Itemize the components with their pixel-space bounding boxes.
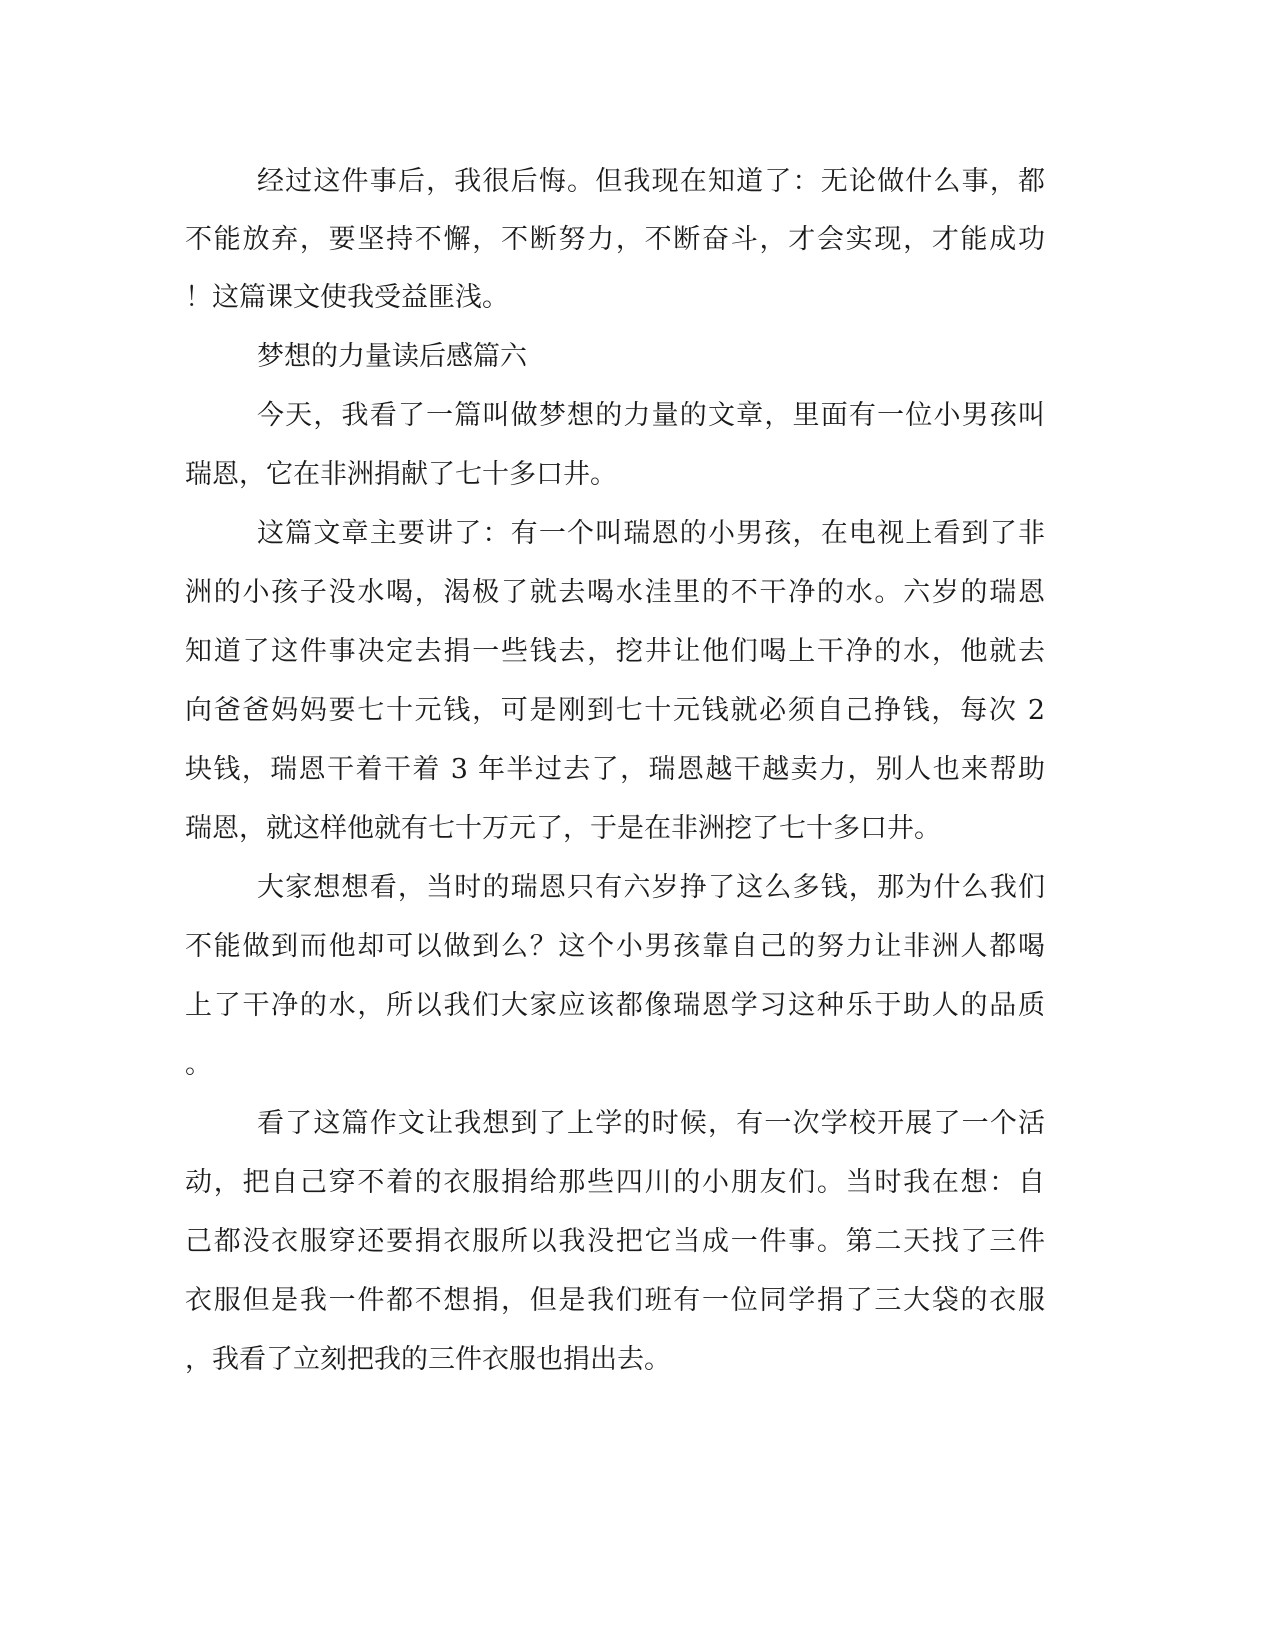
paragraph-1-line-3: ！这篇课文使我受益匪浅。 <box>185 282 509 313</box>
paragraph-2-line-2: 瑞恩，它在非洲捐献了七十多口井。 <box>185 459 617 490</box>
paragraph-4-line-2: 不能做到而他却可以做到么？这个小男孩靠自己的努力让非洲人都喝 <box>185 931 1045 962</box>
paragraph-3-line-5: 块钱，瑞恩干着干着 3 年半过去了，瑞恩越干越卖力，别人也来帮助 <box>185 754 1045 785</box>
paragraph-3-line-1: 这篇文章主要讲了：有一个叫瑞恩的小男孩，在电视上看到了非 <box>257 518 1045 549</box>
paragraph-1-line-2: 不能放弃，要坚持不懈，不断努力，不断奋斗，才会实现，才能成功 <box>185 224 1045 255</box>
paragraph-5-line-4: 衣服但是我一件都不想捐，但是我们班有一位同学捐了三大袋的衣服 <box>185 1285 1045 1316</box>
paragraph-4-line-3: 上了干净的水，所以我们大家应该都像瑞恩学习这种乐于助人的品质 <box>185 990 1045 1021</box>
paragraph-4-line-4: 。 <box>185 1049 212 1080</box>
paragraph-3-line-6: 瑞恩，就这样他就有七十万元了，于是在非洲挖了七十多口井。 <box>185 813 941 844</box>
paragraph-4-line-1: 大家想想看，当时的瑞恩只有六岁挣了这么多钱，那为什么我们 <box>257 872 1045 903</box>
paragraph-5-line-2: 动，把自己穿不着的衣服捐给那些四川的小朋友们。当时我在想：自 <box>185 1167 1045 1198</box>
section-heading: 梦想的力量读后感篇六 <box>257 341 527 372</box>
paragraph-5-line-1: 看了这篇作文让我想到了上学的时候，有一次学校开展了一个活 <box>257 1108 1045 1139</box>
paragraph-5-line-3: 己都没衣服穿还要捐衣服所以我没把它当成一件事。第二天找了三件 <box>185 1226 1045 1257</box>
paragraph-3-line-3: 知道了这件事决定去捐一些钱去，挖井让他们喝上干净的水，他就去 <box>185 636 1045 667</box>
paragraph-3-line-2: 洲的小孩子没水喝，渴极了就去喝水洼里的不干净的水。六岁的瑞恩 <box>185 577 1045 608</box>
paragraph-2-line-1: 今天，我看了一篇叫做梦想的力量的文章，里面有一位小男孩叫 <box>257 400 1045 431</box>
paragraph-3-line-4: 向爸爸妈妈要七十元钱，可是刚到七十元钱就必须自己挣钱，每次 2 <box>185 695 1045 726</box>
paragraph-1-line-1: 经过这件事后，我很后悔。但我现在知道了：无论做什么事，都 <box>257 166 1045 197</box>
paragraph-5-line-5: ，我看了立刻把我的三件衣服也捐出去。 <box>185 1344 671 1375</box>
